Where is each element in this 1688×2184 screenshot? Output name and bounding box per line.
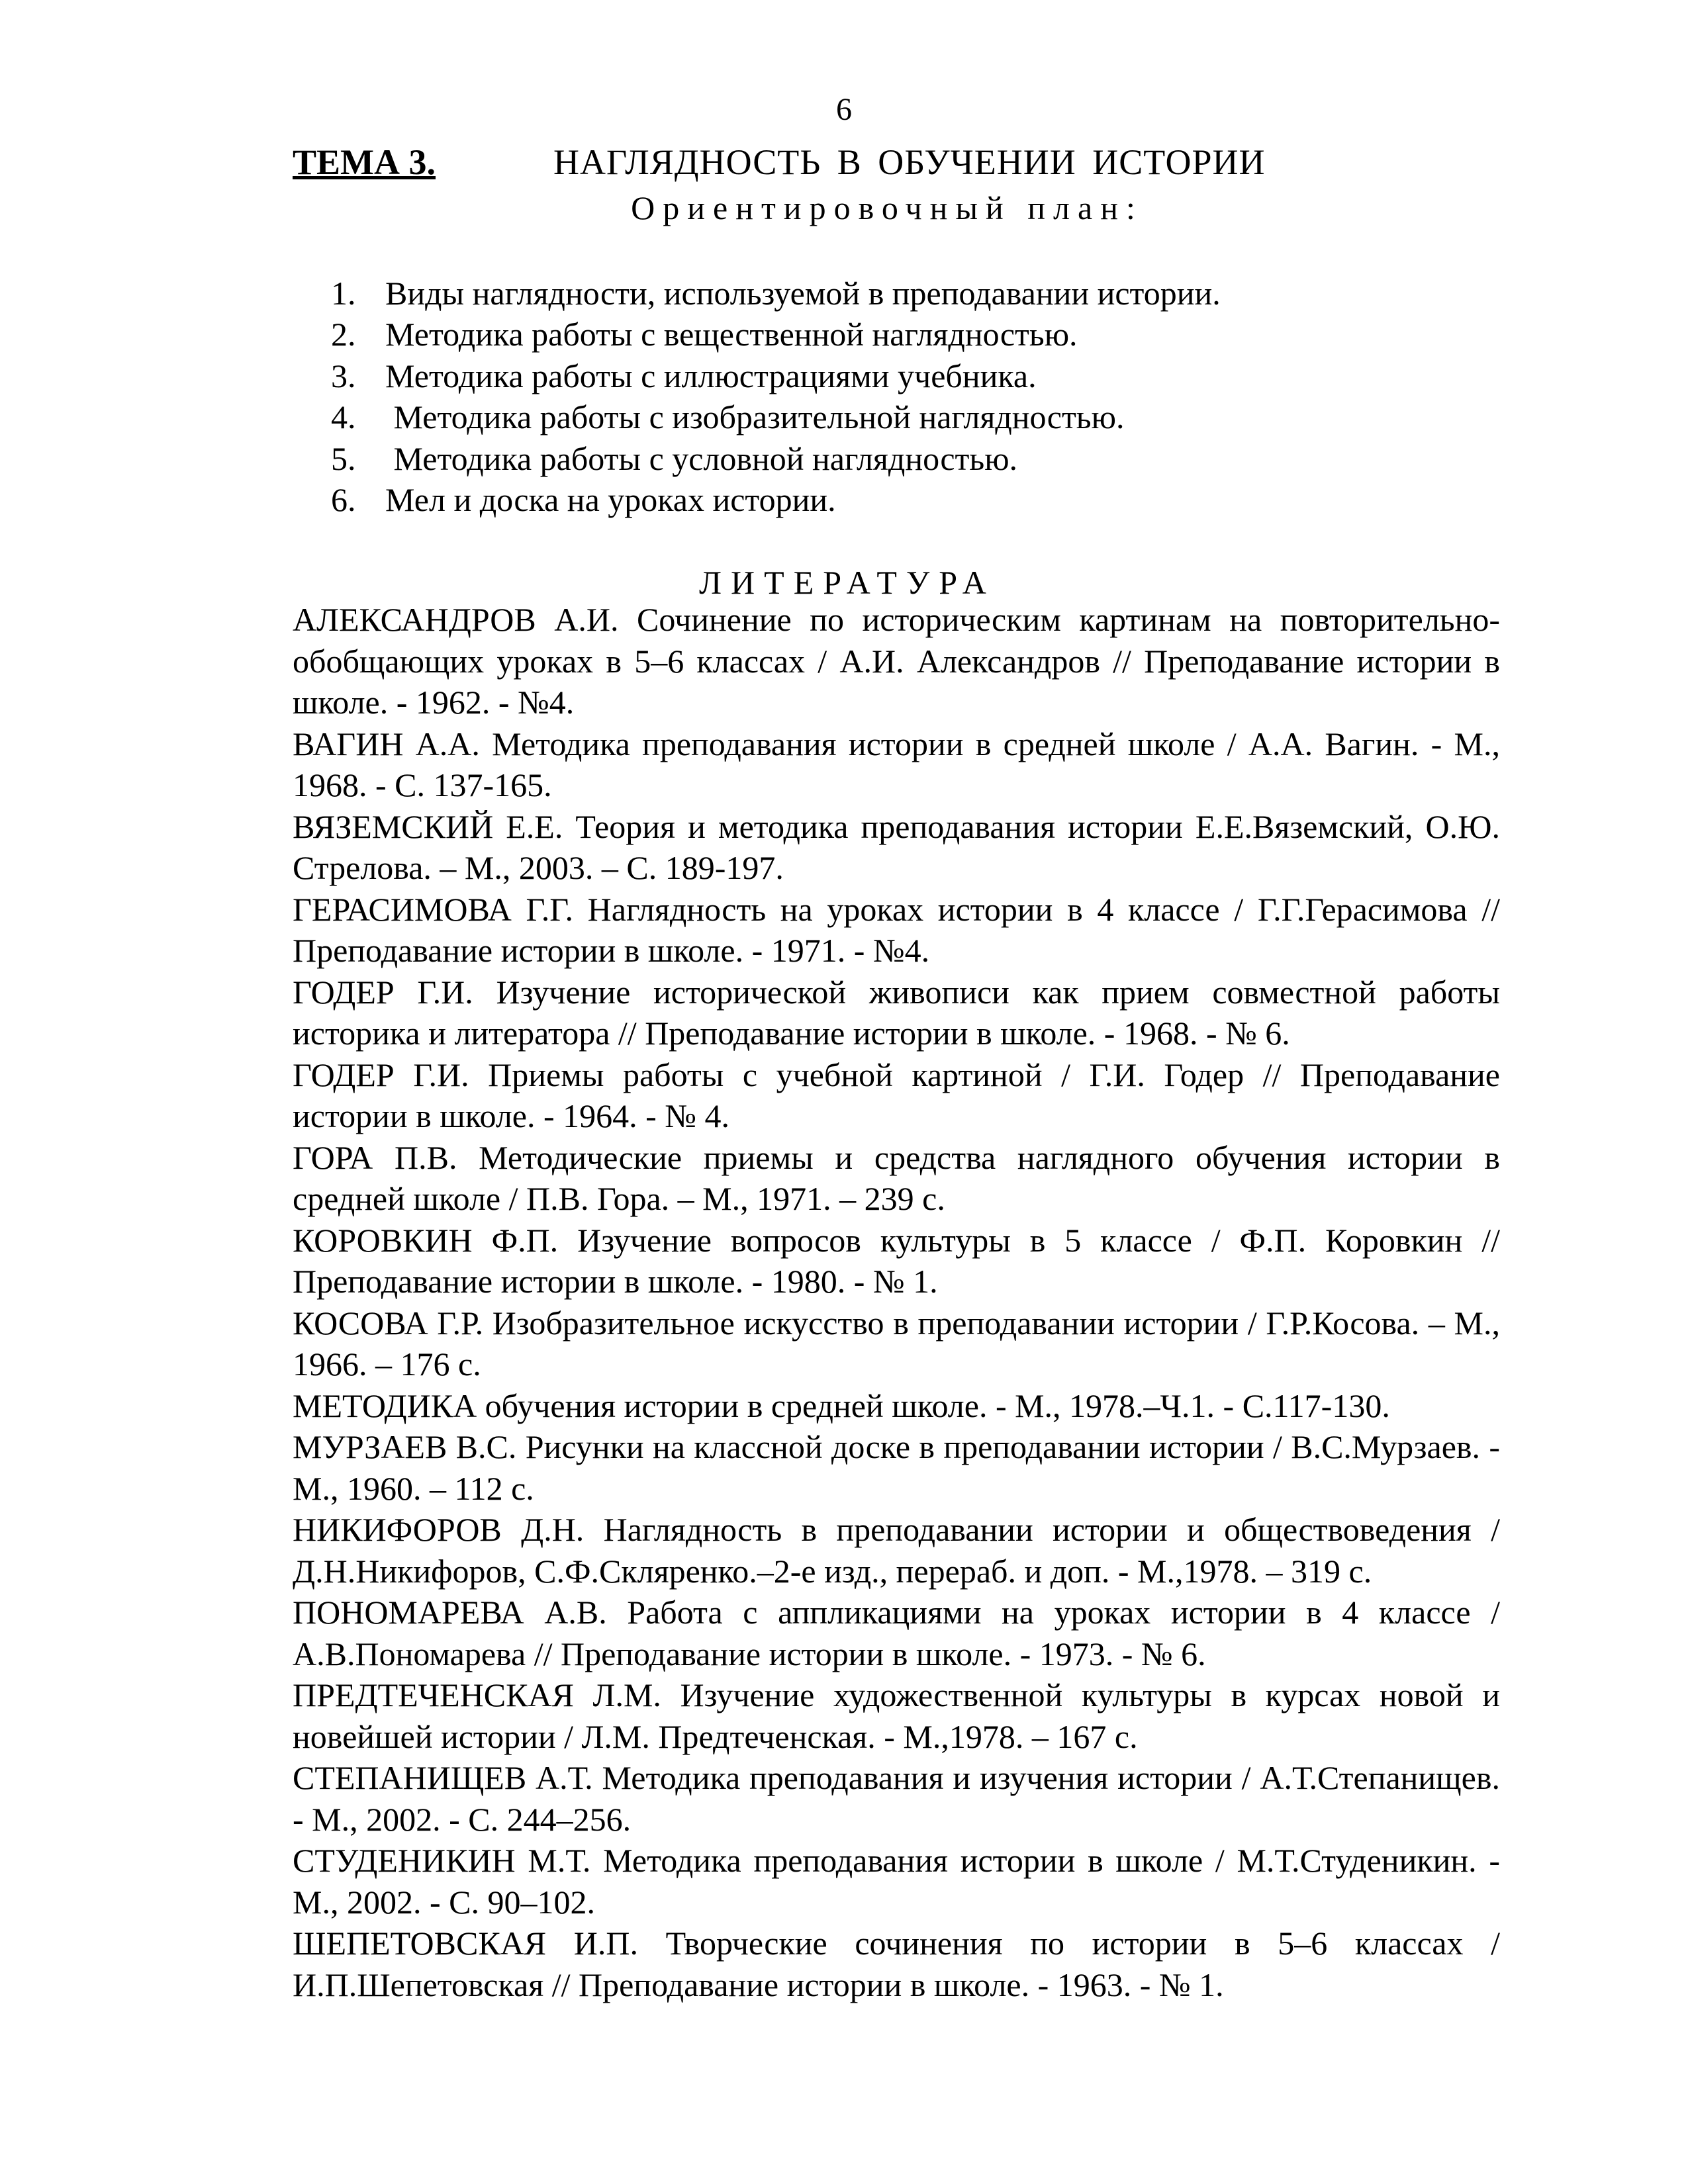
bibliography-entry: МУРЗАЕВ В.С. Рисунки на классной доске в преподавании истории / В.С.Мурзаев. - М., 1960. – 112 с. <box>293 1428 1500 1507</box>
bibliography-entry: ВЯЗЕМСКИЙ Е.Е. Теория и методика преподавания истории Е.Е.Вяземский, О.Ю. Стрелова. – М., 2003. – С. 189-197. <box>293 807 1500 886</box>
topic-title: НАГЛЯДНОСТЬ В ОБУЧЕНИИ ИСТОРИИ <box>553 142 1266 182</box>
plan-item <box>331 479 1221 520</box>
plan-item-text: Методика работы с условной наглядностью. <box>385 439 1018 477</box>
plan-item <box>331 314 1221 355</box>
bibliography-entry: КОСОВА Г.Р. Изобразительное искусство в преподавании истории / Г.Р.Косова. – М., 1966. – 176 с. <box>293 1304 1500 1383</box>
plan-item <box>331 438 1221 479</box>
plan-item-text: Виды наглядности, используемой в преподавании истории. <box>385 275 1221 312</box>
bibliography-entry: НИКИФОРОВ Д.Н. Наглядность в преподавании истории и обществоведения / Д.Н.Никифоров, С.Ф.Скляренко.–2-е изд., перераб. и доп. - М.,1978. – 319 с. <box>293 1511 1500 1590</box>
bibliography-entry: ШЕПЕТОВСКАЯ И.П. Творческие сочинения по истории в 5–6 классах / И.П.Шепетовская // Преподавание истории в школе. - 1963. - № 1. <box>293 1925 1500 2003</box>
bibliography-entry: ГЕРАСИМОВА Г.Г. Наглядность на уроках истории в 4 классе / Г.Г.Герасимова // Преподавание истории в школе. - 1971. - №4. <box>293 890 1500 969</box>
plan-item <box>331 396 1221 437</box>
plan-item-number: 4. <box>331 398 356 436</box>
plan-item-number: 3. <box>331 357 356 394</box>
page-number: 6 <box>836 92 852 127</box>
literature-heading: ЛИТЕРАТУРА <box>699 564 996 601</box>
plan-item-text: Методика работы с вещественной наглядностью. <box>385 316 1078 353</box>
bibliography-entry: ВАГИН А.А. Методика преподавания истории в средней школе / А.А. Вагин. - М., 1968. - С. 137-165. <box>293 725 1500 803</box>
bibliography-entry: ГОДЕР Г.И. Изучение исторической живописи как прием совместной работы историка и литератора // Преподавание истории в школе. - 1968. - № 6. <box>293 973 1500 1052</box>
plan-item-number: 5. <box>331 439 356 477</box>
plan-list <box>331 273 1221 520</box>
bibliography-entry: ПРЕДТЕЧЕНСКАЯ Л.М. Изучение художественной культуры в курсах новой и новейшей истории / Л.М. Предтеченская. - М.,1978. – 167 с. <box>293 1676 1500 1755</box>
plan-heading: Ориентировочный план: <box>631 189 1143 226</box>
bibliography-entry: ПОНОМАРЕВА А.В. Работа с аппликациями на уроках истории в 4 классе / А.В.Пономарева // Преподавание истории в школе. - 1973. - № 6. <box>293 1594 1500 1672</box>
plan-item-text: Методика работы с изобразительной наглядностью. <box>385 398 1125 436</box>
bibliography-entry: КОРОВКИН Ф.П. Изучение вопросов культуры в 5 классе / Ф.П. Коровкин // Преподавание истории в школе. - 1980. - № 1. <box>293 1221 1500 1300</box>
plan-item-number: 6. <box>331 481 356 519</box>
plan-item-text: Методика работы с иллюстрациями учебника. <box>385 357 1037 394</box>
plan-item-number: 2. <box>331 316 356 353</box>
bibliography-list <box>293 599 1500 2005</box>
bibliography-entry: СТЕПАНИЩЕВ А.Т. Методика преподавания и изучения истории / А.Т.Степанищев. - М., 2002. - С. 244–256. <box>293 1759 1500 1838</box>
bibliography-entry: АЛЕКСАНДРОВ А.И. Сочинение по историческим картинам на повторительно-обобщающих уроках в 5–6 классах / А.И. Александров // Преподавание истории в школе. - 1962. - №4. <box>293 601 1500 721</box>
bibliography-entry: МЕТОДИКА обучения истории в средней школе. - М., 1978.–Ч.1. - С.117-130. <box>293 1387 1390 1424</box>
topic-label: ТЕМА 3. <box>293 142 436 182</box>
bibliography-entry: ГОРА П.В. Методические приемы и средства наглядного обучения истории в средней школе / П.В. Гора. – М., 1971. – 239 с. <box>293 1138 1500 1217</box>
plan-item-number: 1. <box>331 275 356 312</box>
plan-item <box>331 273 1221 314</box>
plan-item <box>331 355 1221 396</box>
bibliography-entry: СТУДЕНИКИН М.Т. Методика преподавания истории в школе / М.Т.Студеникин. - М., 2002. - С. 90–102. <box>293 1842 1500 1921</box>
plan-item-text: Мел и доска на уроках истории. <box>385 481 836 519</box>
bibliography-entry: ГОДЕР Г.И. Приемы работы с учебной картиной / Г.И. Годер // Преподавание истории в школе. - 1964. - № 4. <box>293 1056 1500 1134</box>
